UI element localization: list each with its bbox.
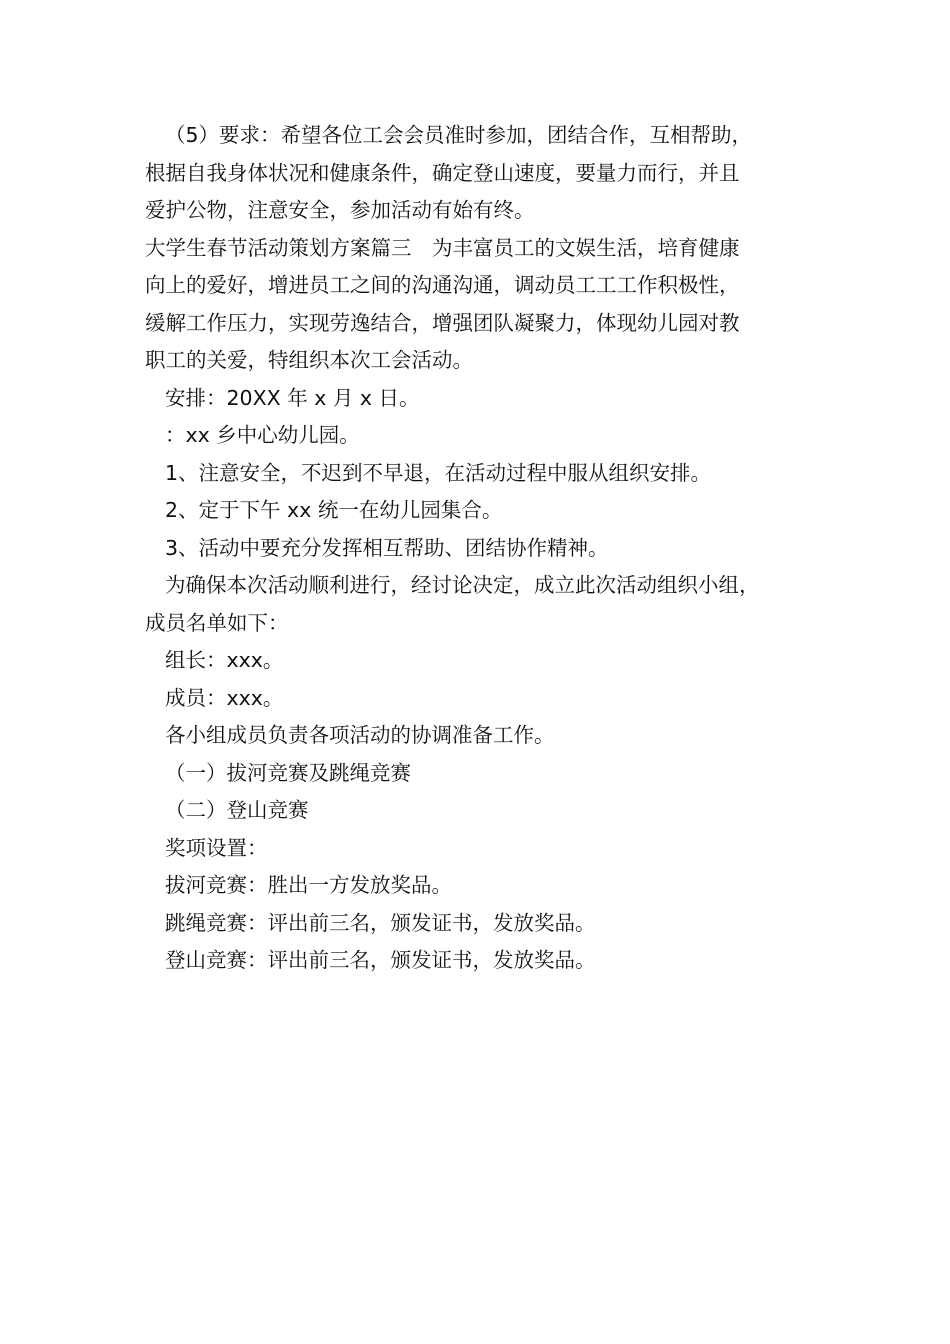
paragraph-rule-1 [145,455,830,493]
paragraph-awards-heading [145,830,830,868]
paragraph-award-tug-of-war [145,867,830,905]
paragraph-award-climbing [145,942,830,980]
text-line: 爱护公物，注意安全，参加活动有始有终。 [145,198,535,222]
paragraph-plan-intro [145,230,830,380]
text-line: 为确保本次活动顺利进行，经讨论决定，成立此次活动组织小组， [165,573,760,597]
text-line: 根据自我身体状况和健康条件，确定登山速度，要量力而行，并且 [145,160,740,185]
paragraph-requirements [145,117,830,230]
text-line: 组长：xxx。 [165,648,284,672]
text-line: 缓解工作压力，实现劳逸结合，增强团队凝聚力，体现幼儿园对教 [145,310,740,335]
paragraph-event-1 [145,755,830,793]
text-line: （5）要求：希望各位工会会员准时参加，团结合作，互相帮助， [165,123,753,147]
text-line: 大学生春节活动策划方案篇三 为丰富员工的文娱生活，培育健康 [145,235,740,260]
text-line: 2、定于下午 xx 统一在幼儿园集合。 [165,498,503,522]
paragraph-rule-2 [145,492,830,530]
text-line: 奖项设置： [165,835,268,860]
paragraph-schedule [145,380,830,418]
paragraph-award-jump-rope [145,905,830,943]
text-line: 跳绳竞赛：评出前三名，颁发证书，发放奖品。 [165,910,596,935]
paragraph-organization [145,567,830,642]
text-line: 成员名单如下： [145,610,289,635]
text-line: （一）拔河竞赛及跳绳竞赛 [165,760,411,785]
text-line: ：xx 乡中心幼儿园。 [165,423,360,447]
text-line: 安排：20XX 年 x 月 x 日。 [165,385,420,410]
text-line: 3、活动中要充分发挥相互帮助、团结协作精神。 [165,535,609,560]
paragraph-leader [145,642,830,680]
paragraph-event-2 [145,792,830,830]
text-line: （二）登山竞赛 [165,798,309,822]
text-line: 1、注意安全，不迟到不早退，在活动过程中服从组织安排。 [165,460,712,485]
text-line: 向上的爱好，增进员工之间的沟通沟通，调动员工工工作积极性， [145,273,740,297]
text-line: 成员：xxx。 [165,685,284,710]
paragraph-rule-3 [145,530,830,568]
paragraph-responsibility [145,717,830,755]
paragraph-members [145,680,830,718]
text-line: 拔河竞赛：胜出一方发放奖品。 [165,873,452,897]
text-line: 职工的关爱，特组织本次工会活动。 [145,348,473,372]
text-line: 登山竞赛：评出前三名，颁发证书，发放奖品。 [165,948,596,972]
document-body [145,117,830,980]
paragraph-location [145,417,830,455]
text-line: 各小组成员负责各项活动的协调准备工作。 [165,723,555,747]
